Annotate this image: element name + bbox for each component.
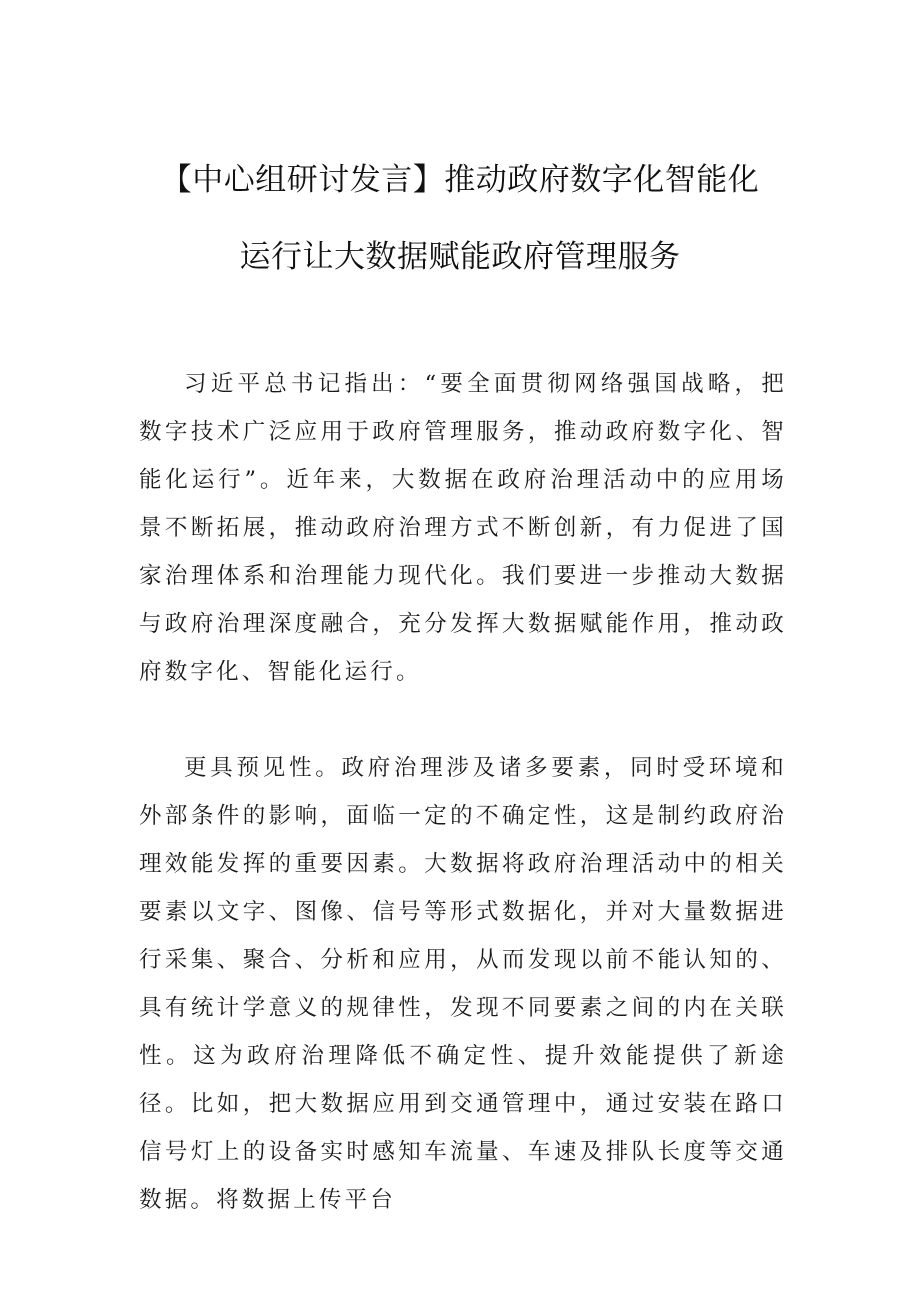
title-line-2: 运行让大数据赋能政府管理服务 <box>239 239 681 275</box>
title-line-1: 【中心组研讨发言】推动政府数字化智能化 <box>160 162 760 198</box>
paragraph-intro: 习近平总书记指出：“要全面贯彻网络强国战略，把数字技术广泛应用于政府管理服务，推动政府数字化、智能化运行”。近年来，大数据在政府治理活动中的应用场景不断拓展，推动政府治理方式不断创新，有力促进了国家治理体系和治理能力现代化。我们要进一步推动大数据与政府治理深度融合，充分发挥大数据赋能作用，推动政府数字化、智能化运行。 <box>139 371 787 685</box>
paragraph-foresight: 更具预见性。政府治理涉及诸多要素，同时受环境和外部条件的影响，面临一定的不确定性，这是制约政府治理效能发挥的重要因素。大数据将政府治理活动中的相关要素以文字、图像、信号等形式数据化，并对大量数据进行采集、聚合、分析和应用，从而发现以前不能认知的、具有统计学意义的规律性，发现不同要素之间的内在关联性。这为政府治理降低不确定性、提升效能提供了新途径。比如，把大数据应用到交通管理中，通过安装在路口信号灯上的设备实时感知车流量、车速及排队长度等交通数据。将数据上传平台 <box>139 755 787 1213</box>
